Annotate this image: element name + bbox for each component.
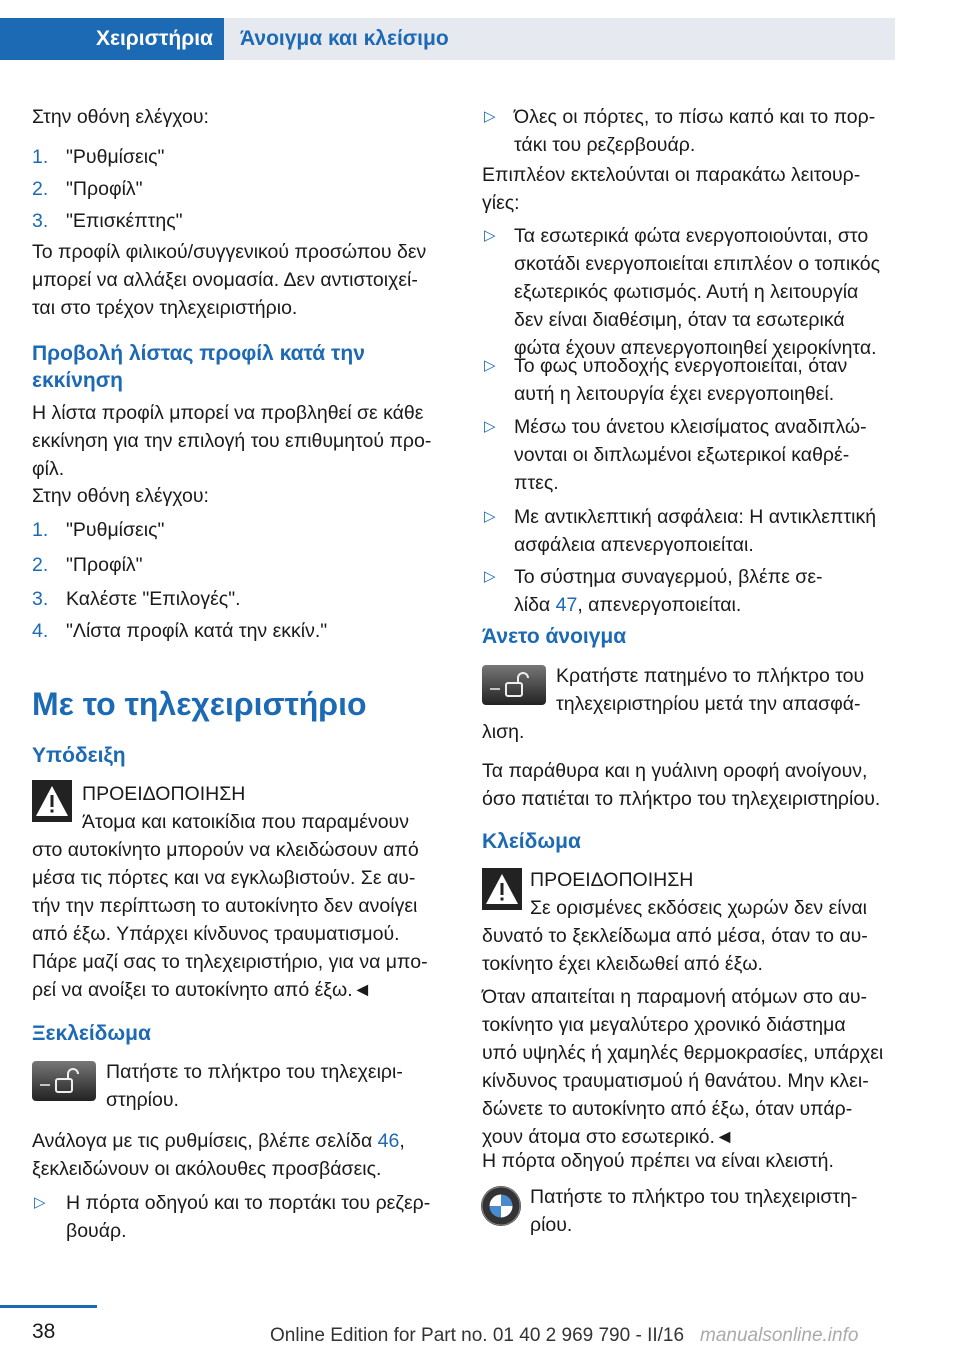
text-line: βουάρ. [66, 1220, 127, 1242]
text-line: ασφάλεια απενεργοποιείται. [514, 534, 754, 556]
depending-text: Ανάλογα με τις ρυθμίσεις, βλέπε σελίδα 46, [32, 1130, 405, 1152]
driver-door-text: Η πόρτα οδηγού πρέπει να είναι κλειστή. [482, 1150, 834, 1172]
text-line: ται στο τρέχον τηλεχειριστήριο. [32, 297, 298, 319]
text-line: τοκίνητο για μεγαλύτερο χρονικό διάστημα [482, 1014, 846, 1036]
step-text: Καλέστε "Επιλογές". [66, 588, 241, 610]
heading-profile-list-2: εκκίνηση [32, 369, 123, 392]
text-line: τηλεχειριστηρίου μετά την απασφά- [556, 693, 861, 715]
text-line: τάκι του ρεζερβουάρ. [514, 134, 696, 156]
heading-unlock: Ξεκλείδωμα [32, 1022, 151, 1045]
text-line: λιση. [482, 721, 525, 743]
step-text: "Ρυθμίσεις" [66, 519, 165, 541]
text-line: όσο πατιέται το πλήκτρο του τηλεχειριστηρίου. [482, 788, 881, 810]
text-line: γίες: [482, 192, 520, 214]
intro-text-2: Στην οθόνη ελέγχου: [32, 485, 209, 507]
text-line: εξωτερικός φωτισμός. Αυτή η λειτουργία [514, 281, 859, 303]
page-link-46[interactable]: 46 [377, 1130, 400, 1152]
text-line: από έξω. Υπάρχει κίνδυνος τραυματισμού. [32, 923, 400, 945]
step-text: "Επισκέπτης" [66, 210, 183, 232]
heading-note: Υπόδειξη [32, 744, 126, 767]
bullet-triangle-icon: ▷ [484, 418, 496, 435]
text-line: Το σύστημα συναγερμού, βλέπε σε- [514, 566, 823, 588]
bullet-triangle-icon: ▷ [484, 227, 496, 244]
text-line: φίλ. [32, 458, 65, 480]
text-line: δεν είναι διαθέσιμη, όταν τα εσωτερικά [514, 309, 845, 331]
text-line: Μέσω του άνετου κλεισίματος αναδιπλώ- [514, 416, 867, 438]
bullet-triangle-icon: ▷ [484, 568, 496, 585]
text-line: Όταν απαιτείται η παραμονή ατόμων στο αυ- [482, 986, 867, 1008]
text-line: στηρίου. [106, 1089, 179, 1111]
step-number: 2. [32, 554, 49, 576]
watermark-text: manualsonline.info [700, 1325, 859, 1346]
heading-remote-control: Με το τηλεχειριστήριο [32, 686, 367, 722]
edition-text: Online Edition for Part no. 01 40 2 969 790 - II/16 [270, 1325, 685, 1346]
text-line: τοκίνητο έχει κλειδωθεί από έξω. [482, 953, 763, 975]
text-line: μπορεί να αλλάξει ονομασία. Δεν αντιστοιχεί- [32, 269, 418, 291]
text-line: δώνετε το αυτοκίνητο από έξω, όταν υπάρ- [482, 1098, 853, 1120]
text-line: χουν άτομα στο εσωτερικό.◄ [482, 1126, 735, 1148]
chapter-tab[interactable]: Χειριστήρια [0, 18, 224, 60]
step-number: 1. [32, 146, 49, 168]
text-line: Η λίστα προφίλ μπορεί να προβληθεί σε κάθε [32, 402, 424, 424]
text-line: Κρατήστε πατημένο το πλήκτρο του [556, 665, 865, 687]
text-line: στο αυτοκίνητο μπορούν να κλειδώσουν από [32, 839, 419, 861]
page-header [0, 18, 895, 60]
text-line: κίνδυνος τραυματισμού ή θανάτου. Μην κλει- [482, 1070, 869, 1092]
intro-text: Στην οθόνη ελέγχου: [32, 106, 209, 128]
step-number: 3. [32, 210, 49, 232]
step-text: "Προφίλ" [66, 554, 143, 576]
footer-rule [0, 1305, 97, 1308]
text-line: μέσα τις πόρτες και να εγκλωβιστούν. Σε αυ- [32, 867, 416, 889]
step-number: 1. [32, 519, 49, 541]
step-number: 4. [32, 620, 49, 642]
text-line: εκκίνηση για την επιλογή του επιθυμητού προ- [32, 430, 432, 452]
warning-triangle-icon [32, 780, 72, 822]
text-line: ξεκλειδώνουν οι ακόλουθες προσβάσεις. [32, 1158, 382, 1180]
warning-triangle-icon [482, 868, 522, 910]
step-text: "Προφίλ" [66, 178, 143, 200]
bullet-triangle-icon: ▷ [484, 108, 496, 125]
bullet-triangle-icon: ▷ [484, 508, 496, 525]
text-line: Τα εσωτερικά φώτα ενεργοποιούνται, στο [514, 225, 869, 247]
text-line: ρίου. [530, 1214, 573, 1236]
step-text: "Ρυθμίσεις" [66, 146, 165, 168]
heading-profile-list: Προβολή λίστας προφίλ κατά την [32, 342, 365, 365]
text-line: Πατήστε το πλήκτρο του τηλεχειριστη- [530, 1186, 858, 1208]
text-line: πτες. [514, 472, 559, 494]
section-tab[interactable]: Άνοιγμα και κλείσιμο [224, 18, 895, 60]
text-line: σκοτάδι ενεργοποιείται επιπλέον ο τοπικός [514, 253, 880, 275]
unlock-key-icon [482, 665, 546, 705]
step-number: 3. [32, 588, 49, 610]
text-line: Το φως υποδοχής ενεργοποιείται, όταν [514, 355, 848, 377]
text-line: ρεί να ανοίξει το αυτοκίνητο από έξω.◄ [32, 979, 372, 1001]
warning-title: ΠΡΟΕΙΔΟΠΟΙΗΣΗ [530, 869, 694, 891]
step-text: "Λίστα προφίλ κατά την εκκίν." [66, 620, 328, 642]
bullet-triangle-icon: ▷ [484, 357, 496, 374]
page-link-47[interactable]: 47 [555, 594, 578, 616]
text-line: φώτα έχουν απενεργοποιηθεί χειροκίνητα. [514, 337, 877, 359]
bullet-triangle-icon: ▷ [34, 1194, 46, 1211]
text-line: δυνατό το ξεκλείδωμα από μέσα, όταν το αυ- [482, 925, 868, 947]
text-line: νονται οι διπλωμένοι εξωτερικοί καθρέ- [514, 444, 850, 466]
warning-title: ΠΡΟΕΙΔΟΠΟΙΗΣΗ [82, 783, 246, 805]
text-line: τήν την περίπτωση το αυτοκίνητο δεν ανοίγει [32, 895, 418, 917]
unlock-key-icon [32, 1061, 96, 1101]
text-line: Πάρε μαζί σας το τηλεχειριστήριο, για να μπο- [32, 951, 428, 973]
text-line: Το προφίλ φιλικού/συγγενικού προσώπου δεν [32, 241, 427, 263]
heading-comfort-opening: Άνετο άνοιγμα [482, 625, 627, 648]
page-number: 38 [32, 1320, 56, 1343]
alarm-line-2: λίδα 47, απενεργοποιείται. [514, 594, 742, 616]
text-line: Όλες οι πόρτες, το πίσω καπό και το πορ- [514, 106, 876, 128]
text-line: Με αντικλεπτική ασφάλεια: Η αντικλεπτική [514, 506, 877, 528]
text-line: Άτομα και κατοικίδια που παραμένουν [82, 811, 409, 833]
text-line: αυτή η λειτουργία έχει ενεργοποιηθεί. [514, 383, 835, 405]
text-line: Τα παράθυρα και η γυάλινη οροφή ανοίγουν, [482, 760, 868, 782]
text-line: Η πόρτα οδηγού και το πορτάκι του ρεζερ- [66, 1192, 431, 1214]
brand-roundel-icon [480, 1185, 522, 1227]
step-number: 2. [32, 178, 49, 200]
text-line: Επιπλέον εκτελούνται οι παρακάτω λειτουρ- [482, 164, 861, 186]
text-line: Σε ορισμένες εκδόσεις χωρών δεν είναι [530, 897, 867, 919]
text-line: υπό υψηλές ή χαμηλές θερμοκρασίες, υπάρχει [482, 1042, 884, 1064]
text-line: Πατήστε το πλήκτρο του τηλεχειρι- [106, 1061, 403, 1083]
heading-lock: Κλείδωμα [482, 830, 581, 853]
